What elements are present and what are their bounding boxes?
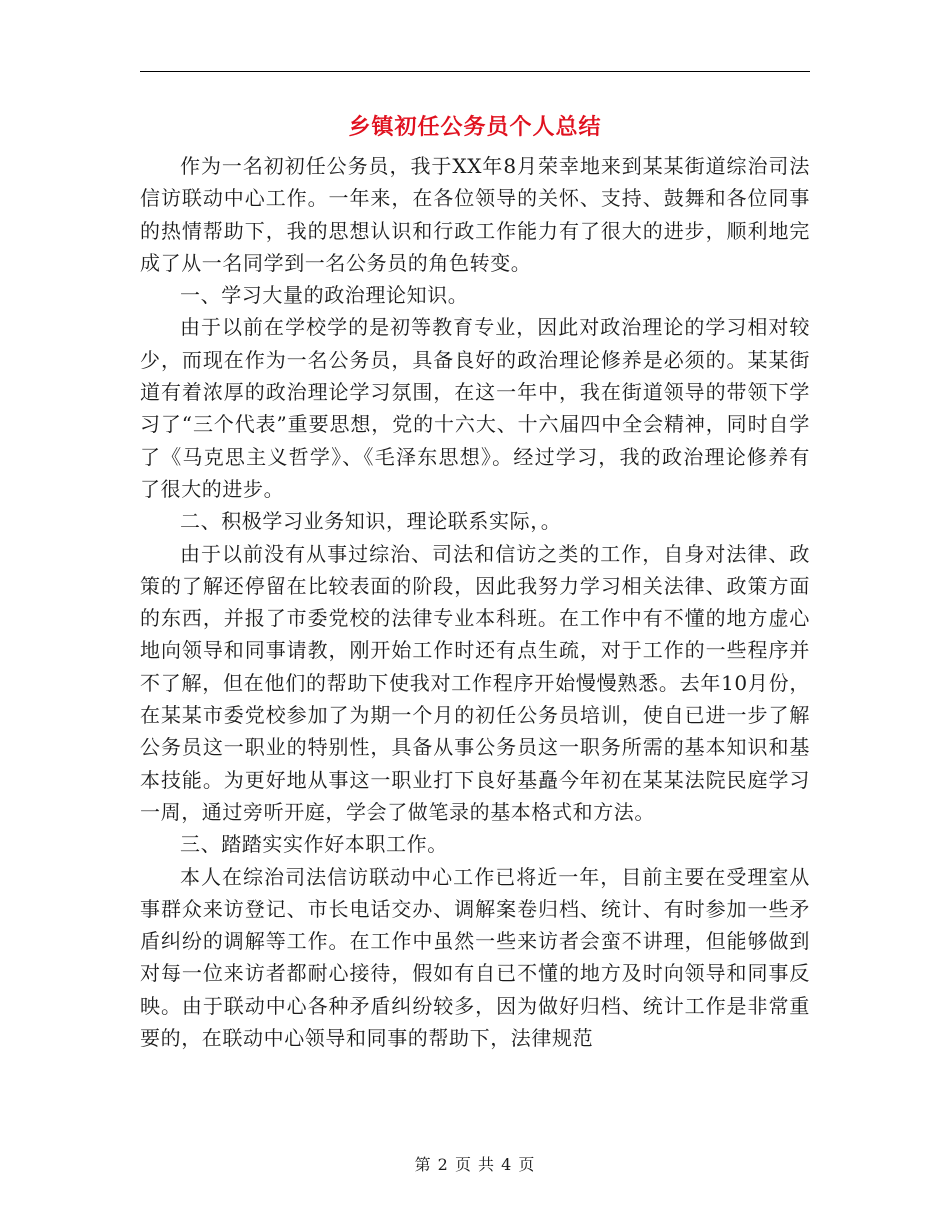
document-title: 乡镇初任公务员个人总结 xyxy=(348,114,602,140)
paragraph-intro: 作为一名初初任公务员，我于XX年8月荣幸地来到某某街道综治司法信访联动中心工作。一年来，在各位领导的关怀、支持、鼓舞和各位同事的热情帮助下，我的思想认识和行政工作能力有了很大的进步，顺利地完成了从一名同学到一名公务员的角色转变。 xyxy=(140,154,810,275)
paragraph-section-3: 本人在综治司法信访联动中心工作已将近一年，目前主要在受理室从事群众来访登记、市长电话交办、调解案卷归档、统计、有时参加一些矛盾纠纷的调解等工作。在工作中虽然一些来访者会蛮不讲理，但能够做到对每一位来访者都耐心接待，假如有自已不懂的地方及时向领导和同事反映。由于联动中心各种矛盾纠纷较多，因为做好归档、统计工作是非常重要的，在联动中心领导和同事的帮助下，法律规范 xyxy=(140,864,810,1051)
paragraph-section-2: 由于以前没有从事过综治、司法和信访之类的工作，自身对法律、政策的了解还停留在比较表面的阶段，因此我努力学习相关法律、政策方面的东西，并报了市委党校的法律专业本科班。在工作中有不懂的地方虚心地向领导和同事请教，刚开始工作时还有点生疏，对于工作的一些程序并不了解，但在他们的帮助下使我对工作程序开始慢慢熟悉。去年10月份，在某某市委党校参加了为期一个月的初任公务员培训，使自已进一步了解公务员这一职业的特别性，具备从事公务员这一职务所需的基本知识和基本技能。为更好地从事这一职业打下良好基矗今年初在某某法院民庭学习一周，通过旁听开庭，学会了做笔录的基本格式和方法。 xyxy=(140,541,810,824)
page-number-footer: 第 2 页 共 4 页 xyxy=(414,1155,536,1174)
document-body xyxy=(140,150,810,1054)
paragraph-section-1: 由于以前在学校学的是初等教育专业，因此对政治理论的学习相对较少，而现在作为一名公务员，具备良好的政治理论修养是必须的。某某街道有着浓厚的政治理论学习氛围，在这一年中，我在街道领导的带领下学习了“三个代表”重要思想，党的十六大、十六届四中全会精神，同时自学了《马克思主义哲学》、《毛泽东思想》。经过学习，我的政治理论修养有了很大的进步。 xyxy=(140,315,810,501)
header-rule xyxy=(140,71,810,72)
section-heading-1: 一、学习大量的政治理论知识。 xyxy=(180,283,469,308)
section-heading-3: 三、踏踏实实作好本职工作。 xyxy=(180,832,448,857)
section-heading-2: 二、积极学习业务知识，理论联系实际，。 xyxy=(180,509,562,534)
